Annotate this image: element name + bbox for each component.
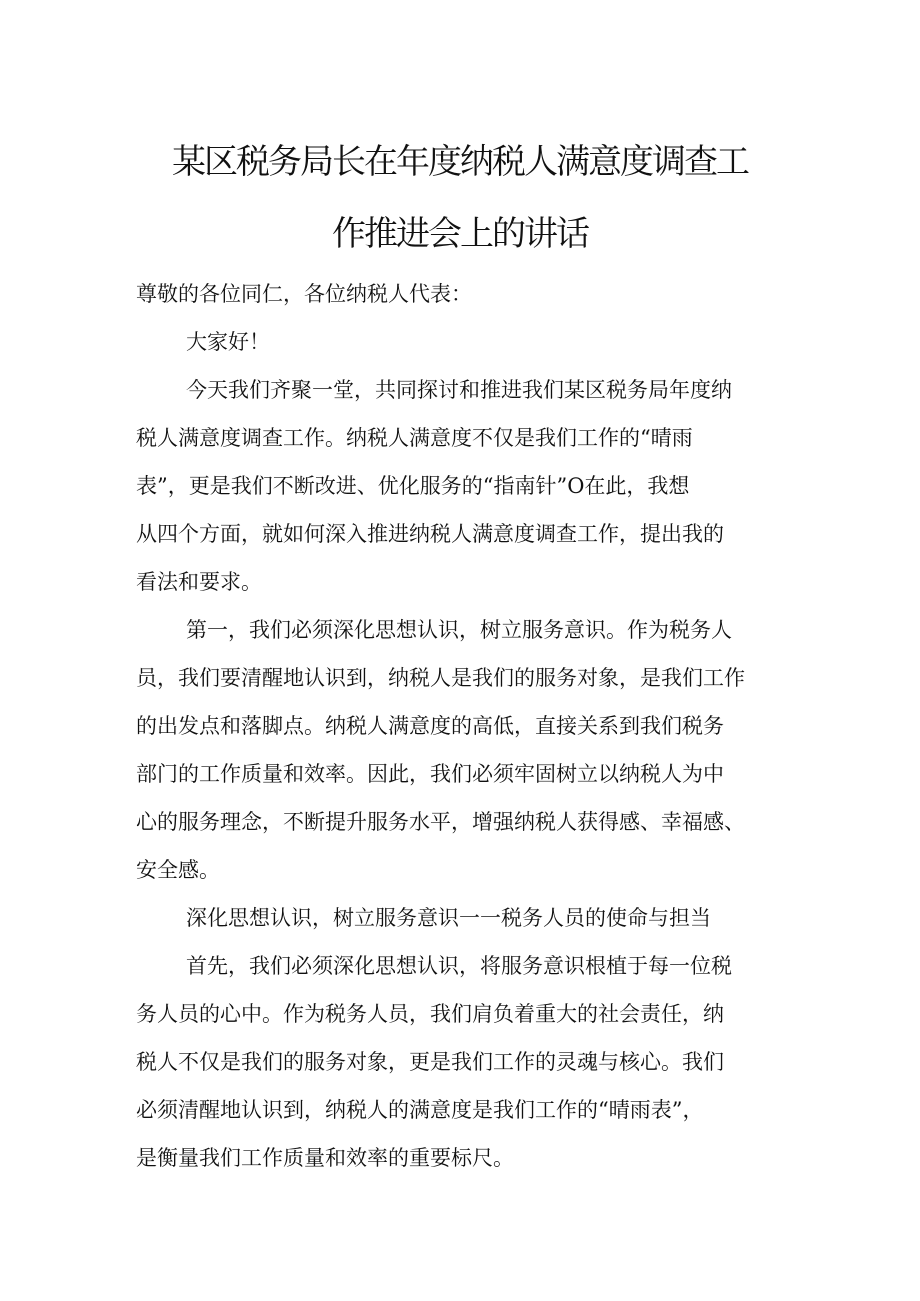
body-line: 部门的工作质量和效率。因此，我们必须牢固树立以纳税人为中 bbox=[136, 762, 724, 786]
document-title-line-2: 作推进会上的讲话 bbox=[332, 214, 588, 254]
body-line: 是衡量我们工作质量和效率的重要标尺。 bbox=[136, 1146, 514, 1170]
body-line: 税人满意度调查工作。纳税人满意度不仅是我们工作的“晴雨 bbox=[136, 426, 693, 450]
body-line: 务人员的心中。作为税务人员，我们肩负着重大的社会责任，纳 bbox=[136, 1002, 724, 1026]
body-line: 税人不仅是我们的服务对象，更是我们工作的灵魂与核心。我们 bbox=[136, 1050, 724, 1074]
body-line: 首先，我们必须深化思想认识，将服务意识根植于每一位税 bbox=[186, 954, 732, 978]
body-line: 第一，我们必须深化思想认识，树立服务意识。作为税务人 bbox=[186, 618, 732, 642]
body-line: 的出发点和落脚点。纳税人满意度的高低，直接关系到我们税务 bbox=[136, 714, 724, 738]
body-line: 表”，更是我们不断改进、优化服务的“指南针”O在此，我想 bbox=[136, 474, 690, 498]
body-line: 安全感。 bbox=[136, 858, 220, 882]
body-line: 看法和要求。 bbox=[136, 570, 262, 594]
body-line: 必须清醒地认识到，纳税人的满意度是我们工作的“晴雨表”， bbox=[136, 1098, 704, 1122]
greeting: 大家好！ bbox=[186, 330, 270, 354]
body-line: 员，我们要清醒地认识到，纳税人是我们的服务对象，是我们工作 bbox=[136, 666, 745, 690]
body-line: 今天我们齐聚一堂，共同探讨和推进我们某区税务局年度纳 bbox=[186, 378, 732, 402]
section-heading: 深化思想认识，树立服务意识一一税务人员的使命与担当 bbox=[186, 906, 711, 930]
salutation: 尊敬的各位同仁，各位纳税人代表： bbox=[136, 282, 472, 306]
body-line: 从四个方面，就如何深入推进纳税人满意度调查工作，提出我的 bbox=[136, 522, 724, 546]
body-line: 心的服务理念，不断提升服务水平，增强纳税人获得感、幸福感、 bbox=[136, 810, 745, 834]
document-title-line-1: 某区税务局长在年度纳税人满意度调查工 bbox=[172, 142, 748, 182]
